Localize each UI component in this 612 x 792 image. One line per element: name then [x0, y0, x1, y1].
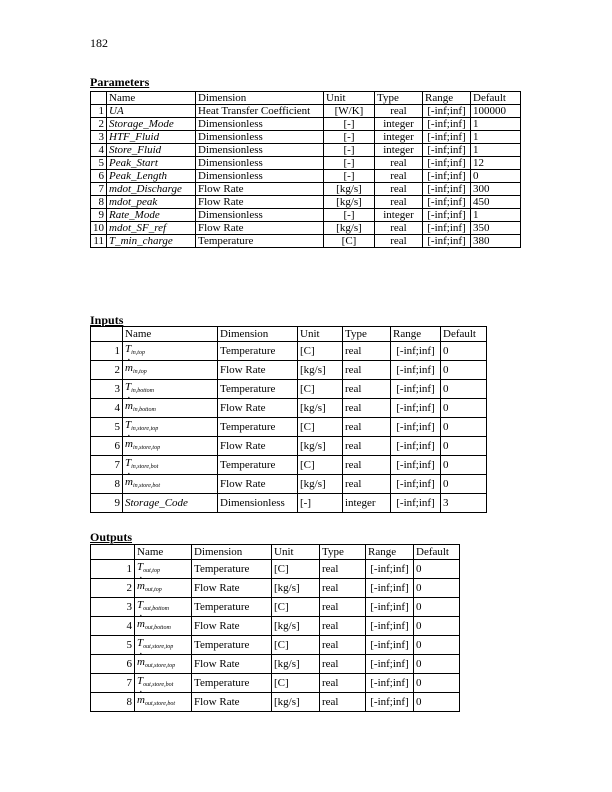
input-row — [91, 456, 487, 475]
parameter-cell: Dimensionless — [196, 209, 324, 222]
parameter-cell: [-inf;inf] — [423, 157, 471, 170]
parameter-cell: real — [375, 170, 423, 183]
type-cell: real — [343, 475, 391, 494]
parameter-cell: Flow Rate — [196, 222, 324, 235]
range-cell: [-inf;inf] — [391, 361, 441, 380]
type-cell: real — [343, 342, 391, 361]
input-row — [91, 437, 487, 456]
parameter-cell: UA — [107, 105, 196, 118]
parameter-cell: [-inf;inf] — [423, 144, 471, 157]
type-cell: real — [343, 437, 391, 456]
parameter-cell: Store_Fluid — [107, 144, 196, 157]
row-index: 2 — [91, 361, 123, 380]
parameter-cell: Flow Rate — [196, 196, 324, 209]
unit-cell: [kg/s] — [298, 399, 343, 418]
header-cell: Range — [366, 545, 414, 560]
dimension-cell: Flow Rate — [218, 361, 298, 380]
symbol-letter: · m — [125, 399, 133, 413]
dimension-cell: Temperature — [192, 674, 272, 693]
header-cell-index — [91, 92, 107, 105]
row-index: 8 — [91, 475, 123, 494]
output-row — [91, 674, 460, 693]
parameter-cell: Dimensionless — [196, 118, 324, 131]
unit-cell: [kg/s] — [272, 693, 320, 712]
parameter-cell: [C] — [324, 235, 375, 248]
parameter-cell: Dimensionless — [196, 157, 324, 170]
parameter-cell: real — [375, 183, 423, 196]
symbol-subscript: in,store,bot — [132, 483, 161, 489]
outputs-table — [90, 544, 460, 712]
dimension-cell: Flow Rate — [192, 693, 272, 712]
parameter-cell: [-] — [324, 144, 375, 157]
parameter-cell: 10 — [91, 222, 107, 235]
header-cell: Type — [375, 92, 423, 105]
type-cell: real — [343, 361, 391, 380]
dimension-cell: Temperature — [218, 456, 298, 475]
parameter-cell: 0 — [471, 170, 521, 183]
default-cell: 0 — [441, 418, 487, 437]
parameter-cell: [W/K] — [324, 105, 375, 118]
parameter-cell: Dimensionless — [196, 170, 324, 183]
parameter-row — [91, 222, 521, 235]
parameter-cell: 1 — [471, 144, 521, 157]
symbol-subscript: out,store,bot — [144, 701, 176, 707]
parameter-cell: [-inf;inf] — [423, 105, 471, 118]
symbol-subscript: in,bottom — [132, 407, 156, 413]
variable-name — [123, 456, 218, 475]
row-index: 1 — [91, 560, 135, 579]
dimension-cell: Dimensionless — [218, 494, 298, 513]
input-row — [91, 494, 487, 513]
parameter-row — [91, 118, 521, 131]
parameter-cell: [kg/s] — [324, 183, 375, 196]
header-cell: Default — [471, 92, 521, 105]
parameter-cell: [-] — [324, 131, 375, 144]
header-cell: Dimension — [218, 327, 298, 342]
output-row — [91, 693, 460, 712]
symbol-letter: · m — [125, 361, 133, 375]
default-cell: 0 — [414, 579, 460, 598]
unit-cell: [C] — [298, 342, 343, 361]
symbol-letter: · m — [137, 693, 145, 707]
range-cell: [-inf;inf] — [366, 655, 414, 674]
row-index: 2 — [91, 579, 135, 598]
default-cell: 0 — [441, 399, 487, 418]
range-cell: [-inf;inf] — [366, 598, 414, 617]
output-row — [91, 560, 460, 579]
outputs-title: Outputs — [90, 530, 133, 544]
input-row — [91, 380, 487, 399]
type-cell: integer — [343, 494, 391, 513]
output-row — [91, 579, 460, 598]
parameter-cell: [-inf;inf] — [423, 170, 471, 183]
default-cell: 0 — [414, 598, 460, 617]
parameter-cell: 350 — [471, 222, 521, 235]
default-cell: 0 — [441, 361, 487, 380]
variable-name — [135, 617, 192, 636]
default-cell: 0 — [414, 560, 460, 579]
parameter-cell: Dimensionless — [196, 131, 324, 144]
symbol-letter: T — [137, 637, 144, 649]
header-cell-index — [91, 327, 123, 342]
parameters-title: Parameters — [90, 75, 150, 89]
range-cell: [-inf;inf] — [391, 456, 441, 475]
parameter-cell: [-] — [324, 118, 375, 131]
parameter-cell: real — [375, 105, 423, 118]
parameter-cell: real — [375, 235, 423, 248]
parameter-cell: [-inf;inf] — [423, 196, 471, 209]
parameter-row — [91, 157, 521, 170]
symbol-letter: T — [137, 561, 144, 573]
parameter-cell: integer — [375, 209, 423, 222]
header-cell: Dimension — [196, 92, 324, 105]
range-cell: [-inf;inf] — [391, 475, 441, 494]
parameter-cell: [-inf;inf] — [423, 131, 471, 144]
symbol-letter: T — [125, 457, 132, 469]
header-cell: Unit — [324, 92, 375, 105]
symbol-subscript: in,store,bot — [131, 464, 159, 470]
symbol-letter: · m — [125, 437, 133, 451]
parameter-row — [91, 105, 521, 118]
row-index: 9 — [91, 494, 123, 513]
input-row — [91, 418, 487, 437]
default-cell: 0 — [414, 655, 460, 674]
variable-symbol — [125, 476, 160, 488]
parameter-row — [91, 183, 521, 196]
symbol-subscript: out,top — [144, 587, 162, 593]
parameter-cell: 380 — [471, 235, 521, 248]
unit-cell: [C] — [272, 636, 320, 655]
parameter-cell: real — [375, 222, 423, 235]
parameter-cell: [-inf;inf] — [423, 209, 471, 222]
variable-name — [123, 342, 218, 361]
default-cell: 0 — [441, 456, 487, 475]
parameter-cell: 3 — [91, 131, 107, 144]
unit-cell: [C] — [272, 560, 320, 579]
symbol-letter: · m — [137, 617, 145, 631]
outputs-header-row — [91, 545, 460, 560]
parameter-cell: 2 — [91, 118, 107, 131]
header-cell: Name — [135, 545, 192, 560]
header-cell: Type — [320, 545, 366, 560]
variable-name — [123, 437, 218, 456]
unit-cell: [-] — [298, 494, 343, 513]
unit-cell: [C] — [298, 456, 343, 475]
range-cell: [-inf;inf] — [366, 617, 414, 636]
parameter-cell: [-inf;inf] — [423, 222, 471, 235]
parameter-cell: mdot_SF_ref — [107, 222, 196, 235]
variable-name — [135, 655, 192, 674]
parameter-cell: [-] — [324, 170, 375, 183]
symbol-letter: · m — [125, 475, 133, 489]
range-cell: [-inf;inf] — [366, 636, 414, 655]
dimension-cell: Flow Rate — [192, 655, 272, 674]
input-row — [91, 399, 487, 418]
output-row — [91, 655, 460, 674]
row-index: 6 — [91, 655, 135, 674]
parameter-cell: mdot_Discharge — [107, 183, 196, 196]
dimension-cell: Flow Rate — [192, 579, 272, 598]
parameter-cell: 8 — [91, 196, 107, 209]
parameter-cell: 11 — [91, 235, 107, 248]
unit-cell: [kg/s] — [272, 655, 320, 674]
dimension-cell: Flow Rate — [218, 399, 298, 418]
type-cell: real — [320, 636, 366, 655]
parameter-cell: 100000 — [471, 105, 521, 118]
type-cell: real — [320, 598, 366, 617]
default-cell: 0 — [441, 380, 487, 399]
range-cell: [-inf;inf] — [391, 437, 441, 456]
range-cell: [-inf;inf] — [366, 693, 414, 712]
row-index: 8 — [91, 693, 135, 712]
parameter-row — [91, 131, 521, 144]
row-index: 7 — [91, 674, 135, 693]
symbol-subscript: out,store,bot — [143, 682, 174, 688]
symbol-subscript: in,store,top — [131, 426, 159, 432]
header-cell: Unit — [298, 327, 343, 342]
default-cell: 0 — [441, 342, 487, 361]
variable-name — [135, 636, 192, 655]
output-row — [91, 636, 460, 655]
symbol-subscript: in,bottom — [131, 388, 154, 394]
default-cell: 3 — [441, 494, 487, 513]
parameter-row — [91, 144, 521, 157]
parameters-header-row — [91, 92, 521, 105]
unit-cell: [kg/s] — [272, 579, 320, 598]
input-row — [91, 475, 487, 494]
unit-cell: [kg/s] — [272, 617, 320, 636]
parameter-cell: Peak_Start — [107, 157, 196, 170]
default-cell: 0 — [414, 636, 460, 655]
range-cell: [-inf;inf] — [391, 418, 441, 437]
page-number: 182 — [90, 36, 108, 50]
inputs-title: Inputs — [90, 313, 124, 327]
type-cell: real — [320, 560, 366, 579]
parameter-cell: integer — [375, 131, 423, 144]
parameter-cell: integer — [375, 144, 423, 157]
parameter-cell: 9 — [91, 209, 107, 222]
dimension-cell: Temperature — [218, 380, 298, 399]
parameter-cell: 450 — [471, 196, 521, 209]
default-cell: 0 — [414, 693, 460, 712]
variable-symbol — [125, 400, 156, 412]
default-cell: 0 — [414, 674, 460, 693]
parameter-cell: HTF_Fluid — [107, 131, 196, 144]
output-row — [91, 598, 460, 617]
header-cell: Range — [391, 327, 441, 342]
row-index: 3 — [91, 380, 123, 399]
symbol-subscript: out,bottom — [143, 606, 169, 612]
variable-symbol — [137, 656, 175, 668]
parameter-cell: [-] — [324, 209, 375, 222]
header-cell: Default — [441, 327, 487, 342]
parameter-cell: 7 — [91, 183, 107, 196]
type-cell: real — [343, 399, 391, 418]
parameter-row — [91, 196, 521, 209]
variable-name — [135, 674, 192, 693]
symbol-subscript: in,store,top — [132, 445, 161, 451]
parameter-cell: Temperature — [196, 235, 324, 248]
inputs-header-row — [91, 327, 487, 342]
parameter-cell: 4 — [91, 144, 107, 157]
symbol-letter: · m — [137, 655, 145, 669]
header-cell-index — [91, 545, 135, 560]
variable-name — [135, 560, 192, 579]
dimension-cell: Temperature — [192, 560, 272, 579]
row-index: 3 — [91, 598, 135, 617]
type-cell: real — [343, 418, 391, 437]
default-cell: 0 — [441, 475, 487, 494]
parameter-cell: Peak_Length — [107, 170, 196, 183]
unit-cell: [kg/s] — [298, 361, 343, 380]
header-cell: Unit — [272, 545, 320, 560]
row-index: 5 — [91, 636, 135, 655]
row-index: 7 — [91, 456, 123, 475]
parameter-cell: 1 — [471, 118, 521, 131]
parameter-cell: 1 — [471, 209, 521, 222]
variable-symbol — [125, 362, 147, 374]
variable-name — [123, 361, 218, 380]
header-cell: Type — [343, 327, 391, 342]
header-cell: Range — [423, 92, 471, 105]
type-cell: real — [320, 674, 366, 693]
symbol-letter: · m — [137, 579, 145, 593]
parameter-cell: Storage_Mode — [107, 118, 196, 131]
header-cell: Name — [123, 327, 218, 342]
parameter-cell: [kg/s] — [324, 222, 375, 235]
unit-cell: [kg/s] — [298, 437, 343, 456]
variable-symbol — [125, 438, 160, 450]
variable-symbol — [125, 497, 188, 509]
type-cell: real — [320, 617, 366, 636]
header-cell: Dimension — [192, 545, 272, 560]
default-cell: 0 — [441, 437, 487, 456]
symbol-letter: T — [137, 599, 144, 611]
variable-name — [123, 418, 218, 437]
symbol-subscript: out,store,top — [143, 644, 174, 650]
variable-name — [135, 579, 192, 598]
symbol-letter: T — [125, 419, 132, 431]
range-cell: [-inf;inf] — [391, 380, 441, 399]
type-cell: real — [320, 693, 366, 712]
parameter-cell: 1 — [471, 131, 521, 144]
row-index: 4 — [91, 399, 123, 418]
parameter-row — [91, 209, 521, 222]
variable-name — [123, 380, 218, 399]
row-index: 1 — [91, 342, 123, 361]
parameter-cell: integer — [375, 118, 423, 131]
parameter-cell: [kg/s] — [324, 196, 375, 209]
dimension-cell: Flow Rate — [218, 475, 298, 494]
symbol-subscript: out,bottom — [144, 625, 171, 631]
type-cell: real — [343, 456, 391, 475]
range-cell: [-inf;inf] — [391, 342, 441, 361]
header-cell: Default — [414, 545, 460, 560]
dimension-cell: Temperature — [192, 598, 272, 617]
unit-cell: [kg/s] — [298, 475, 343, 494]
row-index: 5 — [91, 418, 123, 437]
parameter-cell: 300 — [471, 183, 521, 196]
parameter-cell: 12 — [471, 157, 521, 170]
range-cell: [-inf;inf] — [366, 560, 414, 579]
parameter-cell: [-inf;inf] — [423, 235, 471, 248]
variable-name — [135, 598, 192, 617]
parameter-cell: real — [375, 157, 423, 170]
symbol-subscript: out,store,top — [144, 663, 176, 669]
parameter-cell: mdot_peak — [107, 196, 196, 209]
row-index: 4 — [91, 617, 135, 636]
default-cell: 0 — [414, 617, 460, 636]
parameter-cell: Dimensionless — [196, 144, 324, 157]
variable-symbol — [137, 618, 171, 630]
symbol-letter: T — [125, 381, 132, 393]
dimension-cell: Flow Rate — [218, 437, 298, 456]
range-cell: [-inf;inf] — [391, 494, 441, 513]
parameter-cell: Rate_Mode — [107, 209, 196, 222]
parameter-cell: real — [375, 196, 423, 209]
input-row — [91, 342, 487, 361]
parameter-cell: [-inf;inf] — [423, 183, 471, 196]
parameter-cell: 5 — [91, 157, 107, 170]
parameter-cell: [-] — [324, 157, 375, 170]
variable-symbol — [137, 694, 175, 706]
range-cell: [-inf;inf] — [391, 399, 441, 418]
unit-cell: [C] — [298, 418, 343, 437]
symbol-subscript: in,top — [131, 350, 145, 356]
parameter-row — [91, 235, 521, 248]
variable-symbol — [137, 580, 162, 592]
parameter-cell: Flow Rate — [196, 183, 324, 196]
parameter-cell: Heat Transfer Coefficient — [196, 105, 324, 118]
type-cell: real — [343, 380, 391, 399]
row-index: 6 — [91, 437, 123, 456]
variable-name — [123, 399, 218, 418]
unit-cell: [C] — [272, 598, 320, 617]
range-cell: [-inf;inf] — [366, 579, 414, 598]
parameter-cell: 6 — [91, 170, 107, 183]
output-row — [91, 617, 460, 636]
unit-cell: [C] — [298, 380, 343, 399]
type-cell: real — [320, 655, 366, 674]
symbol-letter: Storage_Code — [125, 497, 188, 509]
symbol-letter: T — [137, 675, 144, 687]
inputs-table — [90, 326, 487, 513]
symbol-letter: T — [125, 343, 132, 355]
input-row — [91, 361, 487, 380]
parameter-cell: [-inf;inf] — [423, 118, 471, 131]
range-cell: [-inf;inf] — [366, 674, 414, 693]
unit-cell: [C] — [272, 674, 320, 693]
header-cell: Name — [107, 92, 196, 105]
symbol-subscript: in,top — [132, 369, 147, 375]
dimension-cell: Temperature — [218, 342, 298, 361]
type-cell: real — [320, 579, 366, 598]
symbol-subscript: out,top — [143, 568, 160, 574]
parameter-cell: 1 — [91, 105, 107, 118]
dimension-cell: Temperature — [192, 636, 272, 655]
dimension-cell: Temperature — [218, 418, 298, 437]
variable-name — [123, 475, 218, 494]
variable-name — [135, 693, 192, 712]
parameters-table — [90, 91, 521, 248]
parameter-cell: T_min_charge — [107, 235, 196, 248]
parameter-row — [91, 170, 521, 183]
dimension-cell: Flow Rate — [192, 617, 272, 636]
variable-name — [123, 494, 218, 513]
